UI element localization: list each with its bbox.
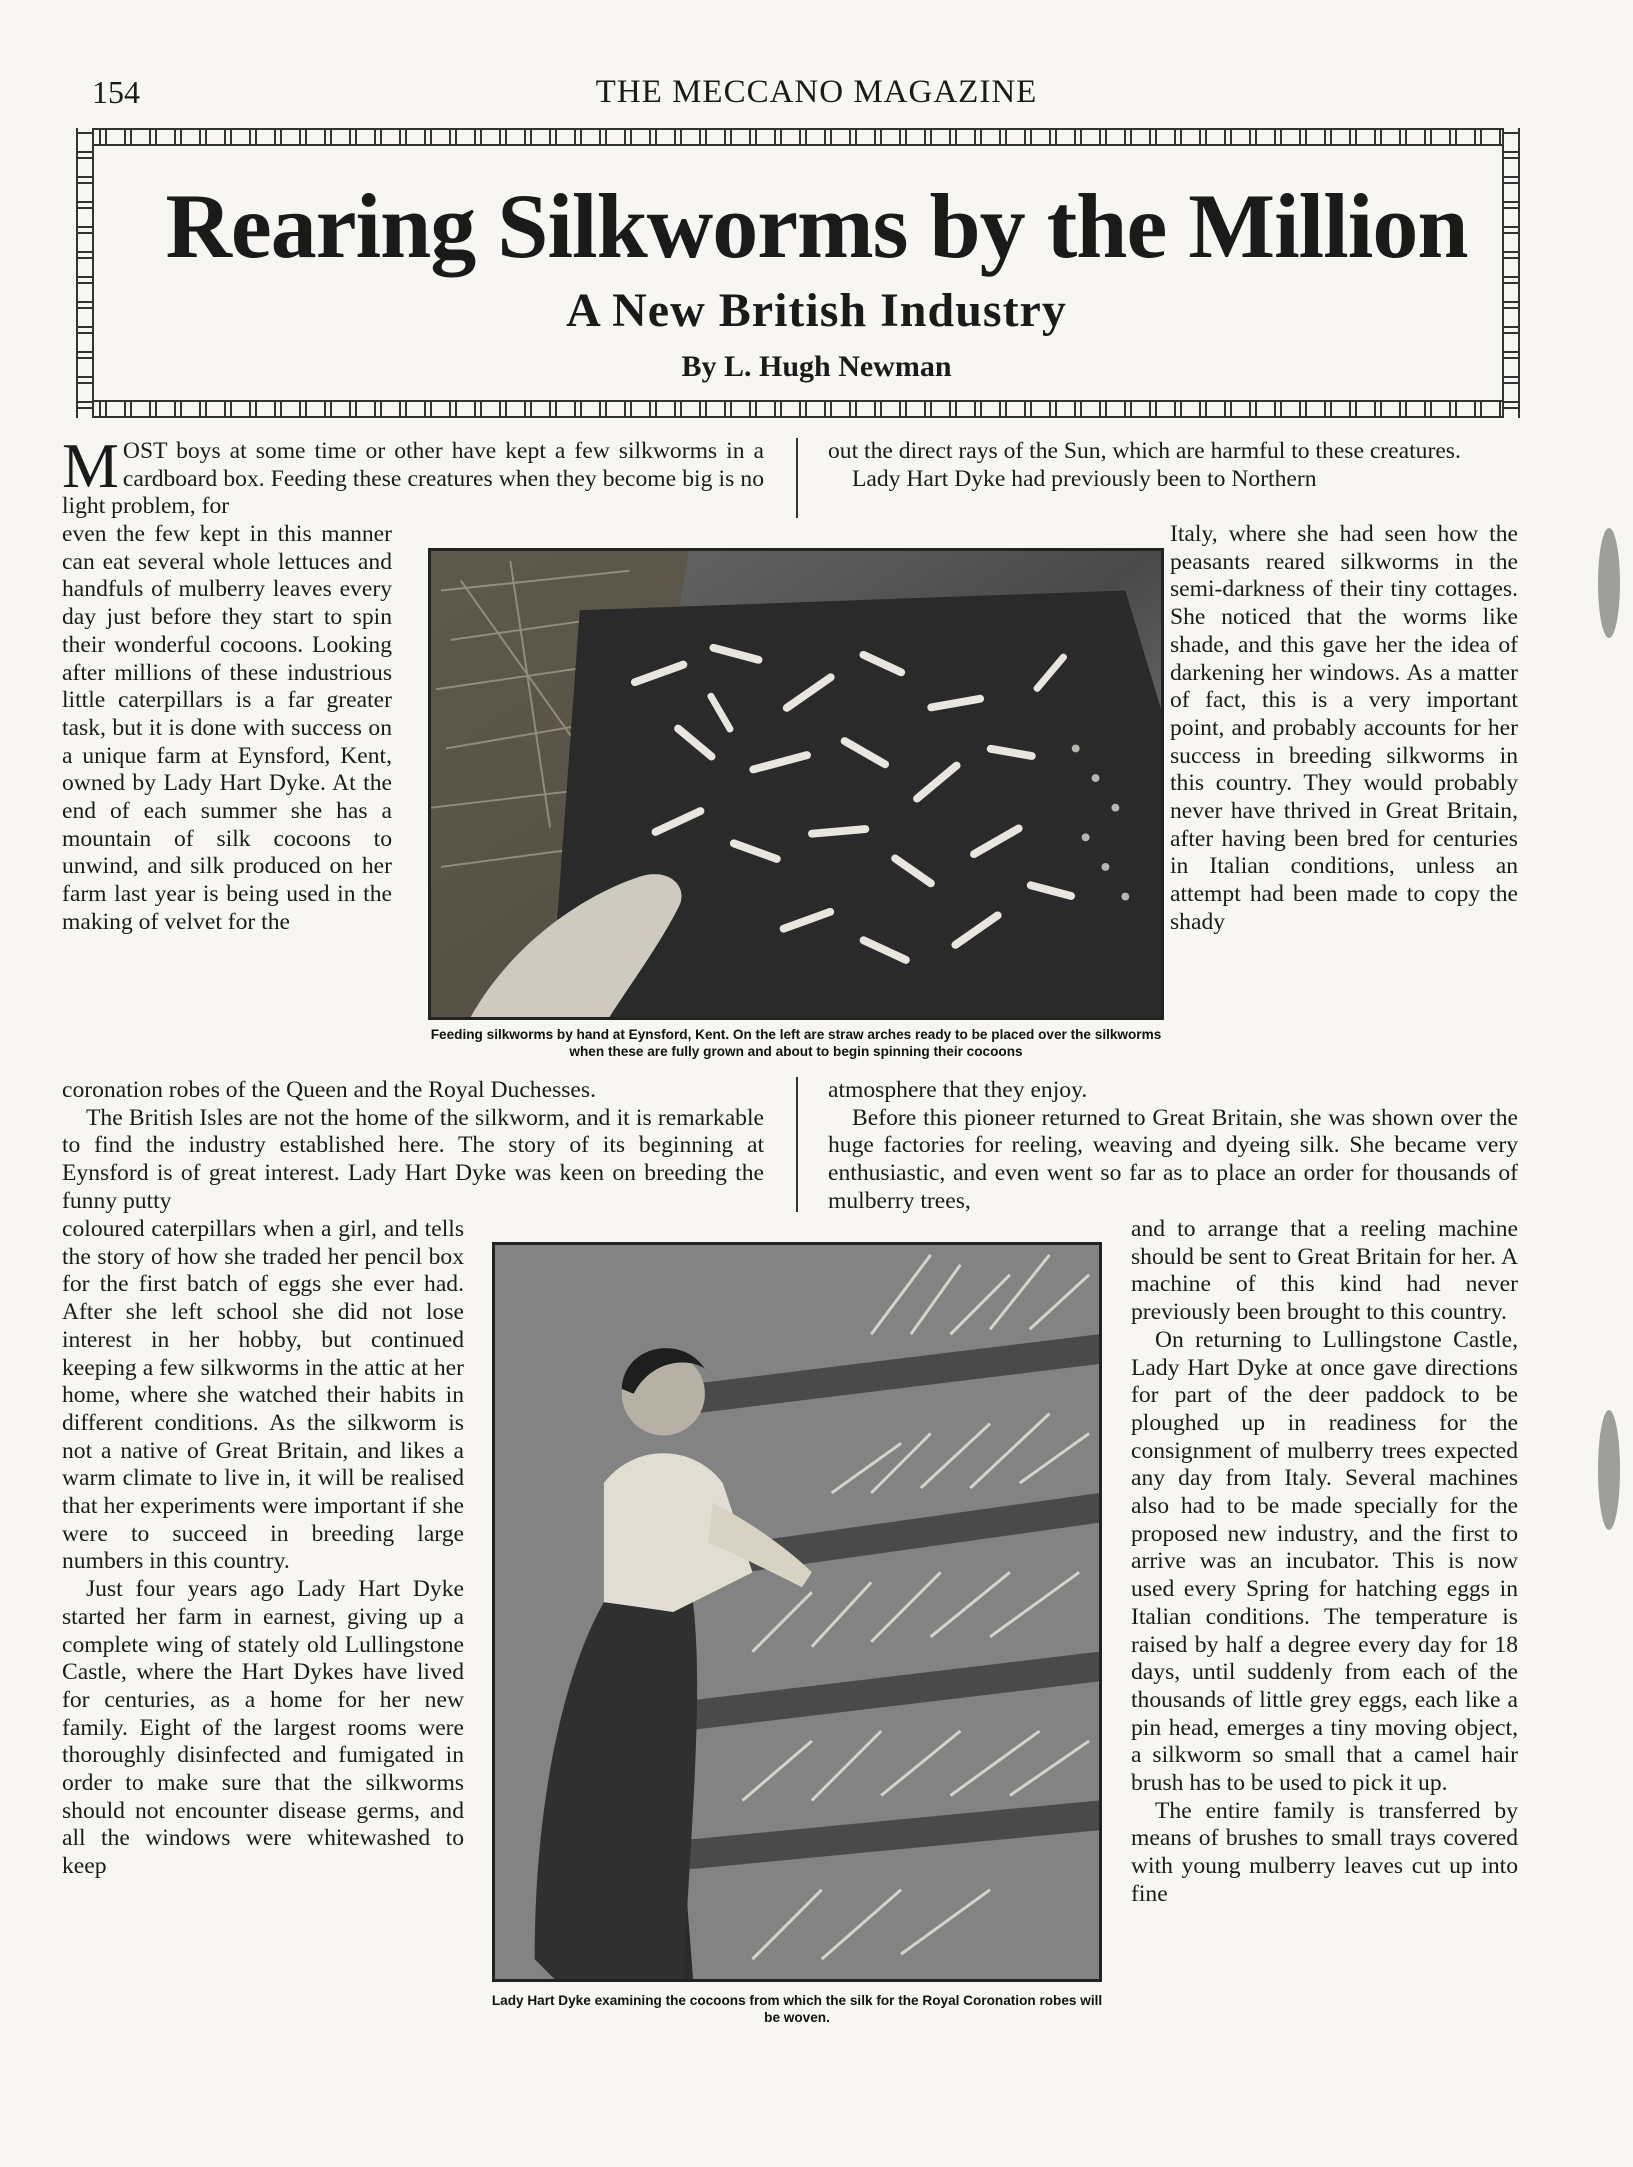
paragraph: atmosphere that they enjoy. bbox=[828, 1077, 1088, 1103]
article-title: Rearing Silkworms by the Million bbox=[165, 175, 1468, 277]
drop-cap: M bbox=[62, 430, 119, 501]
text-column-right-lower bbox=[1131, 1216, 1518, 1909]
frame-border-bottom bbox=[76, 400, 1520, 418]
text-column-left-middle bbox=[62, 1077, 764, 1216]
paragraph: The entire family is transferred by means of brushes to small trays covered with young mulberry leaves cut up into fine bbox=[1131, 1797, 1518, 1907]
text-column-right-middle bbox=[828, 1077, 1518, 1216]
woman-examining-cocoons-image bbox=[495, 1245, 1099, 1979]
text-column-right-upper bbox=[1170, 521, 1518, 937]
photo-caption: Lady Hart Dyke examining the cocoons from which the silk for the Royal Coronation robes will be woven. bbox=[491, 1993, 1103, 2025]
paragraph: Just four years ago Lady Hart Dyke started her farm in earnest, giving up a complete wing of stately old Lullingstone Castle, where the Hart Dykes have lived for centuries, as a home for her new family. Eight of the largest rooms were thoroughly disinfected and fumigated in order to make sure that the silkworms should not encounter disease germs, and all the windows were whitewashed to keep bbox=[62, 1576, 464, 1880]
silkworm-tray-image bbox=[431, 551, 1161, 1017]
paragraph: Italy, where she had seen how the peasants reared silkworms in the semi-darkness of their tiny cottages. She noticed that the worms like shade, and this gave her the idea of darkening her windows. As a matter of fact, this is a very important point, and probably accounts for her success in breeding silkworms in this country. They would probably never have thrived in Great Britain, after having been bred for centuries in Italian conditions, unless an attempt had been made to copy the shady bbox=[1170, 521, 1518, 935]
cocoon-shelves-photo bbox=[492, 1242, 1102, 1982]
paragraph: Before this pioneer returned to Great Britain, she was shown over the huge factories for reeling, weaving and dyeing silk. She became very enthusiastic, and even went so far as to place an order for thousands of mulberry trees, bbox=[828, 1104, 1518, 1214]
paragraph: Lady Hart Dyke had previously been to Northern bbox=[852, 465, 1317, 492]
frame-border-top bbox=[76, 128, 1520, 146]
column-divider bbox=[796, 438, 798, 518]
text-column-left-upper bbox=[62, 521, 392, 937]
paragraph: On returning to Lullingstone Castle, Lady Hart Dyke at once gave directions for part of the deer paddock to be ploughed up in readiness for the consignment of mulberry trees expected any day from Italy. Several machines also had to be made specially for the proposed new industry, and the first to arrive was an incubator. This is now used every Spring for hatching eggs in Italian conditions. The temperature is raised by half a degree every day for 18 days, until suddenly from each of the thousands of little grey eggs, each like a pin head, emerges a tiny moving object, a silkworm so small that a camel hair brush has to be used to pick it up. bbox=[1131, 1326, 1518, 1797]
paragraph: The British Isles are not the home of the silkworm, and it is remarkable to find the industry established here. The story of its beginning at Eynsford is of great interest. Lady Hart Dyke was keen on breeding the funny putty bbox=[62, 1104, 764, 1214]
photo-caption: Feeding silkworms by hand at Eynsford, Kent. On the left are straw arches ready to be placed over the silkworms when these are fully grown and about to begin spinning their cocoons bbox=[430, 1027, 1162, 1059]
intro-text: OST boys at some time or other have kept a few silkworms in a cardboard box. Feeding these creatures when they become big is no light problem, for bbox=[62, 438, 764, 520]
column-divider bbox=[796, 1077, 798, 1212]
page-number: 154 bbox=[92, 74, 140, 110]
silkworm-tray-photo bbox=[428, 548, 1164, 1020]
paragraph: out the direct rays of the Sun, which are harmful to these creatures. bbox=[828, 438, 1461, 464]
scan-artifact bbox=[1598, 1410, 1620, 1530]
article-subtitle: A New British Industry bbox=[566, 284, 1067, 337]
paragraph: coloured caterpillars when a girl, and tells the story of how she traded her pencil box for the first batch of eggs she ever had. After she left school she did not lose interest in her hobby, but continued keeping a few silkworms in the attic at her home, where she watched their habits in different conditions. As the silkworm is not a native of Great Britain, and likes a warm climate to live in, it will be realised that her experiments were important if she were to succeed in breeding large numbers in this country. bbox=[62, 1216, 464, 1575]
paragraph: and to arrange that a reeling machine should be sent to Great Britain for her. A machine of this kind had never previously been brought to this country. bbox=[1131, 1216, 1518, 1326]
lead-paragraph: even the few kept in this manner can eat several whole lettuces and handfuls of mulberry leaves every day just before they start to spin their wonderful cocoons. Looking after millions of these industrious little caterpillars is a far greater task, but it is done with success on a unique farm at Eynsford, Kent, owned by Lady Hart Dyke. At the end of each summer she has a mountain of silk cocoons to unwind, and silk produced on her farm last year is being used in the making of velvet for the bbox=[62, 521, 392, 935]
text-column-left-lower bbox=[62, 1216, 464, 1881]
byline: By L. Hugh Newman bbox=[681, 350, 952, 383]
text-column-right-top bbox=[828, 438, 1518, 493]
scan-artifact bbox=[1598, 528, 1620, 638]
intro-paragraph bbox=[62, 430, 764, 521]
magazine-title: THE MECCANO MAGAZINE bbox=[595, 74, 1038, 110]
paragraph: coronation robes of the Queen and the Royal Duchesses. bbox=[62, 1077, 596, 1103]
